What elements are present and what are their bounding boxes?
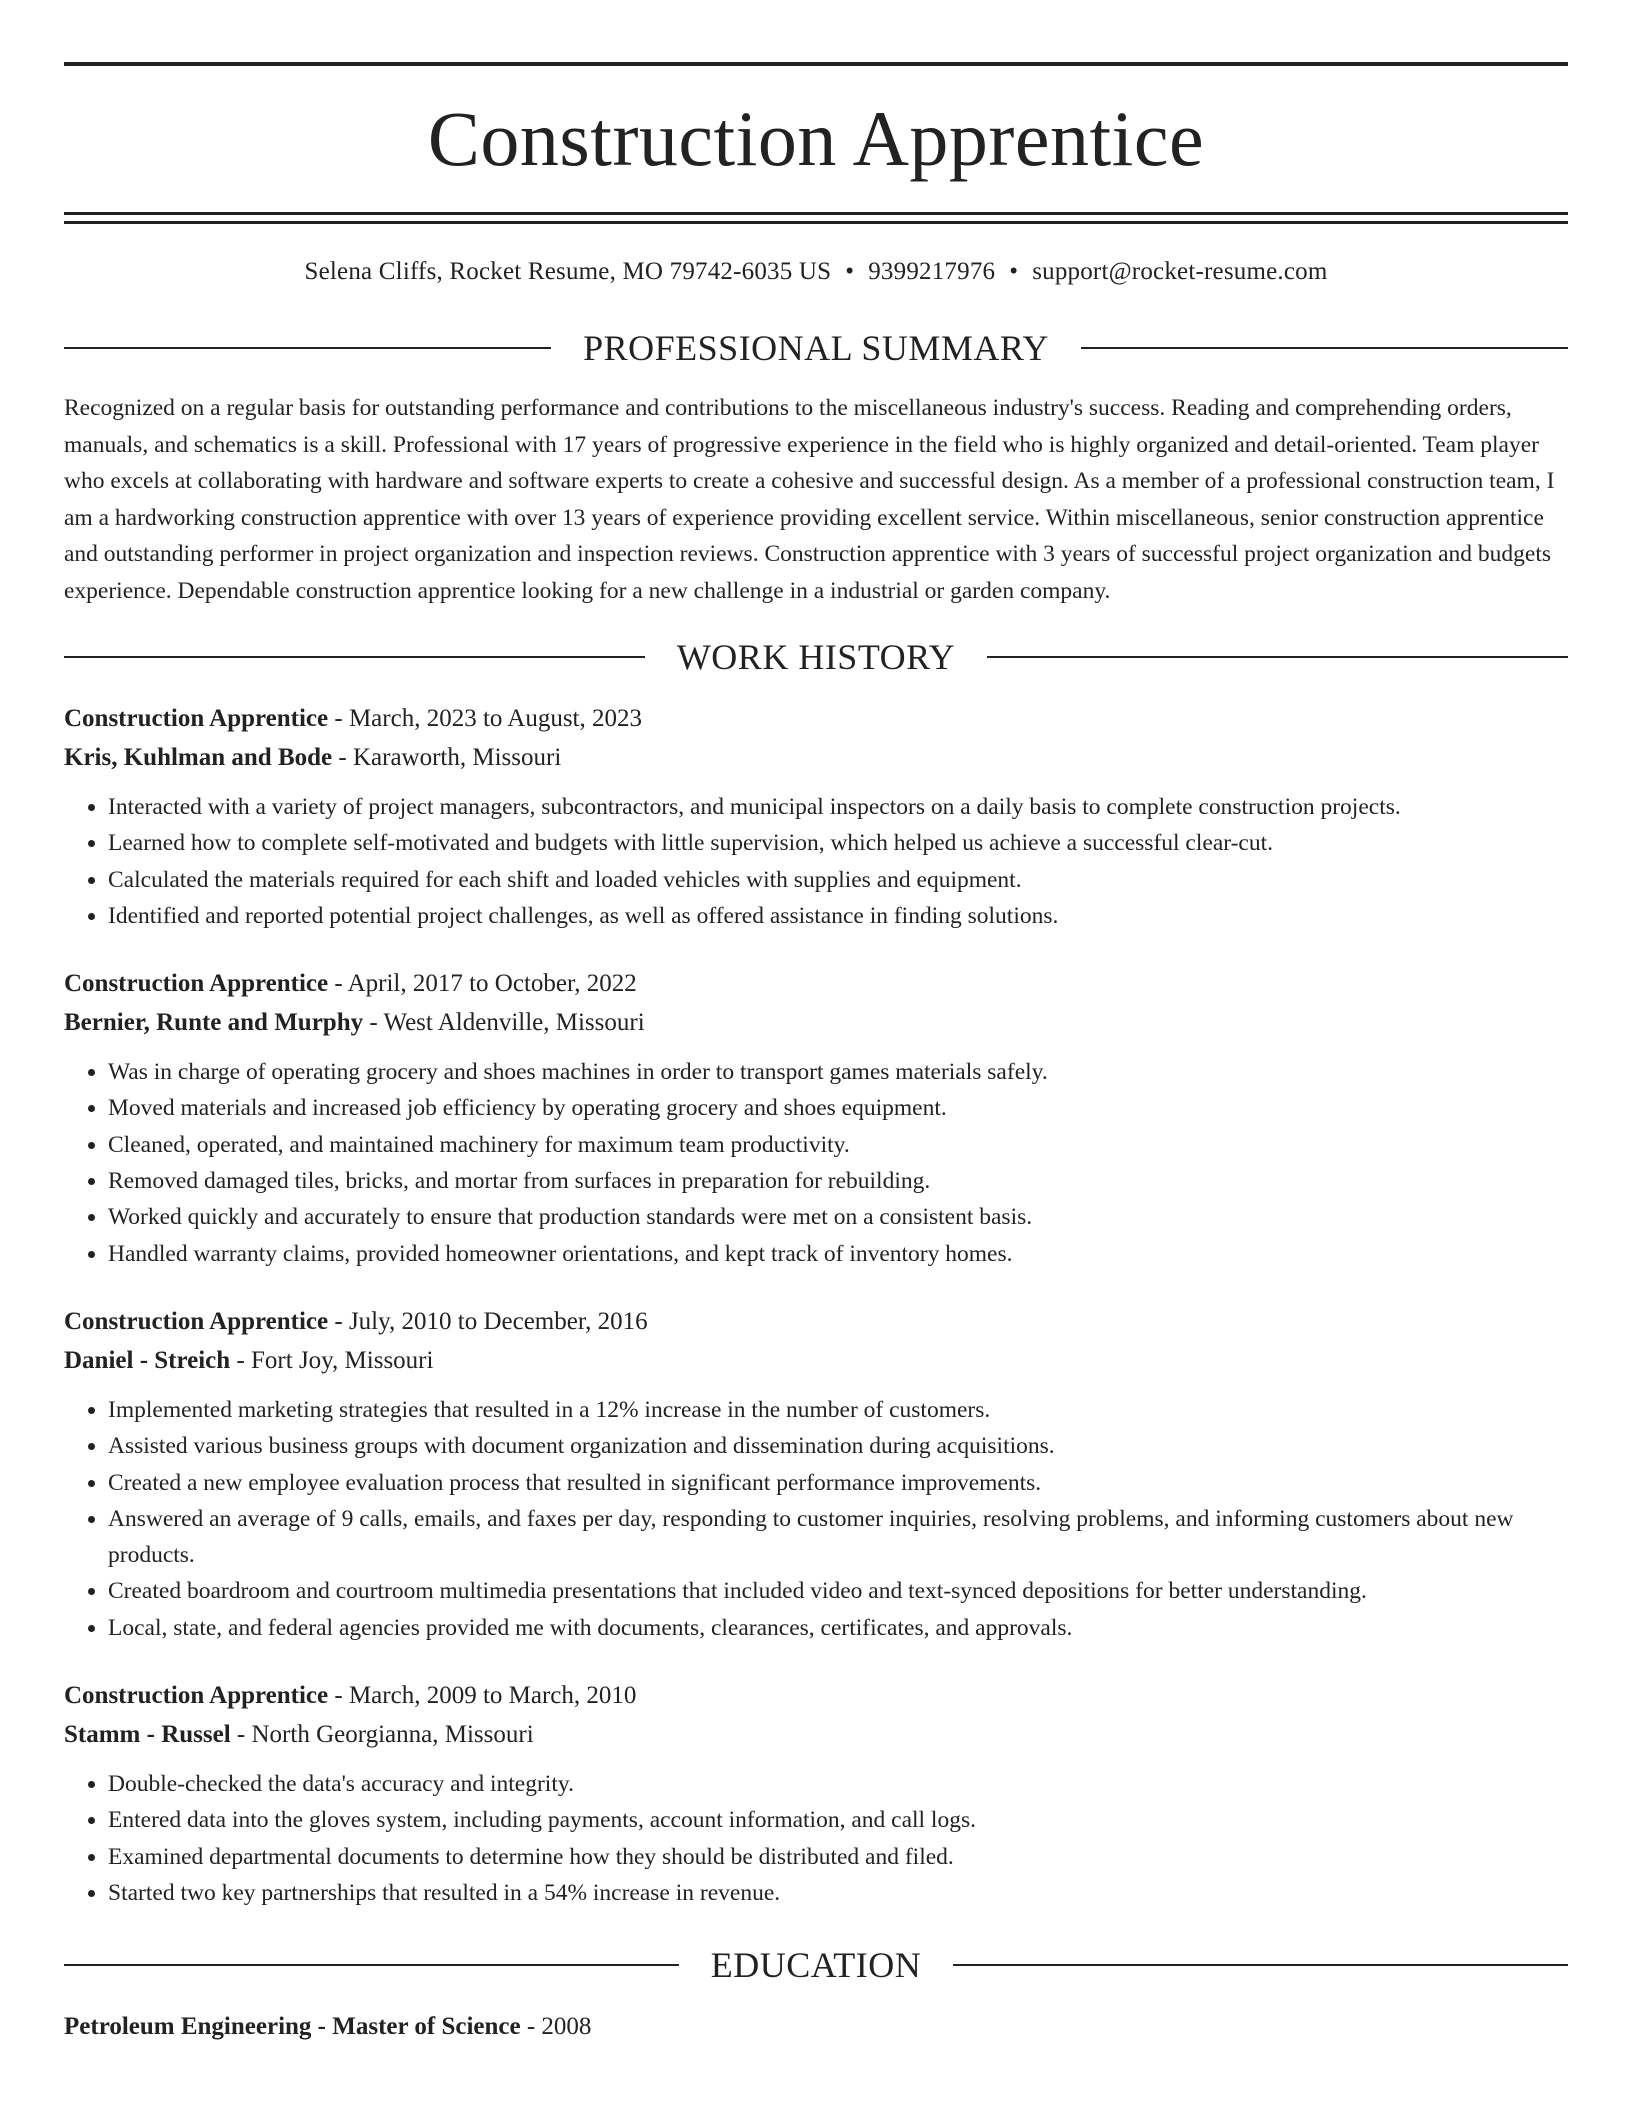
contact-separator: • [1009, 258, 1019, 285]
job-bullet: • Started two key partnerships that resulted in a 54% increase in revenue. [108, 1875, 1568, 1911]
job-company-line [64, 1003, 1568, 1042]
job-title: Construction Apprentice [64, 705, 329, 732]
job-bullet: • Learned how to complete self-motivated and budgets with little supervision, which helped us achieve a successful clear-cut. [108, 825, 1568, 861]
job-bullet: • Worked quickly and accurately to ensure that production standards were met on a consistent basis. [108, 1199, 1568, 1235]
job-bullet: • Interacted with a variety of project managers, subcontractors, and municipal inspectors on a daily basis to complete construction projects. [108, 789, 1568, 825]
job-title: Construction Apprentice [64, 1307, 329, 1335]
job-location: - West Aldenville, Missouri [363, 1009, 645, 1037]
job-company-line [64, 1341, 1568, 1380]
job-entry [64, 699, 1568, 934]
heading-rule [64, 347, 551, 349]
job-bullet: • Cleaned, operated, and maintained machinery for maximum team productivity. [108, 1127, 1568, 1163]
heading-rule [953, 1964, 1568, 1966]
education-entry [64, 2007, 1568, 2046]
contact-email: support@rocket-resume.com [1032, 258, 1328, 285]
job-entry [64, 1302, 1568, 1646]
heading-rule [987, 656, 1568, 658]
resume-page [64, 0, 1568, 2046]
heading-rule [64, 1964, 679, 1966]
job-dates: - July, 2010 to December, 2016 [328, 1307, 648, 1335]
heading-rule [64, 656, 645, 658]
job-title: Construction Apprentice [64, 970, 329, 998]
resume-title: Construction Apprentice [427, 95, 1205, 182]
job-bullet: • Handled warranty claims, provided homeowner orientations, and kept track of inventory homes. [108, 1236, 1568, 1272]
job-bullet: • Entered data into the gloves system, including payments, account information, and call logs. [108, 1802, 1568, 1838]
job-location: - Karaworth, Missouri [332, 744, 562, 771]
title-rule-upper [64, 212, 1568, 215]
section-heading-work-history [64, 639, 1568, 675]
job-bullet: • Created a new employee evaluation process that resulted in significant performance improvements. [108, 1465, 1568, 1501]
job-company-line [64, 1715, 1568, 1754]
job-bullets [64, 789, 1568, 934]
job-bullet: • Created boardroom and courtroom multimedia presentations that included video and text-synced depositions for better understanding. [108, 1573, 1568, 1609]
contact-separator: • [845, 258, 855, 285]
job-company: Bernier, Runte and Murphy [64, 1009, 364, 1037]
job-dates: - March, 2023 to August, 2023 [328, 705, 642, 732]
job-bullet: • Answered an average of 9 calls, emails, and faxes per day, responding to customer inquiries, resolving problems, and informing customers about new products. [108, 1501, 1568, 1574]
job-title-line [64, 1676, 1568, 1715]
job-bullet: • Implemented marketing strategies that resulted in a 12% increase in the number of customers. [108, 1392, 1568, 1428]
contact-phone: 9399217976 [868, 258, 996, 285]
work-history-list [64, 699, 1568, 1911]
section-title: WORK HISTORY [676, 637, 956, 677]
job-bullet: • Calculated the materials required for each shift and loaded vehicles with supplies and equipment. [108, 862, 1568, 898]
contact-line [64, 258, 1568, 286]
job-bullet: • Assisted various business groups with document organization and dissemination during acquisitions. [108, 1428, 1568, 1464]
job-company: Kris, Kuhlman and Bode [64, 744, 333, 771]
job-entry [64, 964, 1568, 1272]
job-title-line [64, 1302, 1568, 1341]
job-title: Construction Apprentice [64, 1682, 329, 1710]
job-bullet: • Identified and reported potential project challenges, as well as offered assistance in finding solutions. [108, 898, 1568, 934]
job-entry [64, 1676, 1568, 1911]
section-title: PROFESSIONAL SUMMARY [583, 328, 1049, 368]
job-dates: - March, 2009 to March, 2010 [328, 1682, 637, 1710]
section-heading-education [64, 1945, 1568, 1986]
job-bullet: • Double-checked the data's accuracy and integrity. [108, 1766, 1568, 1802]
job-dates: - April, 2017 to October, 2022 [328, 970, 637, 998]
job-bullets [64, 1392, 1568, 1646]
heading-rule [1081, 347, 1568, 349]
job-company: Daniel - Streich [64, 1346, 231, 1374]
job-bullet: • Local, state, and federal agencies provided me with documents, clearances, certificates, and approvals. [108, 1610, 1568, 1646]
job-location: - Fort Joy, Missouri [230, 1346, 434, 1374]
job-bullet: • Removed damaged tiles, bricks, and mortar from surfaces in preparation for rebuilding. [108, 1163, 1568, 1199]
section-title: EDUCATION [710, 1945, 922, 1986]
job-company: Stamm - Russel [64, 1721, 231, 1749]
education-year: - 2008 [520, 2013, 592, 2041]
education-degree: Petroleum Engineering - Master of Science [64, 2013, 521, 2041]
job-location: - North Georgianna, Missouri [230, 1721, 534, 1749]
job-bullet: • Was in charge of operating grocery and shoes machines in order to transport games materials safely. [108, 1054, 1568, 1090]
job-bullets [64, 1054, 1568, 1272]
job-title-line [64, 964, 1568, 1003]
job-bullet: • Moved materials and increased job efficiency by operating grocery and shoes equipment. [108, 1090, 1568, 1126]
top-rule [64, 62, 1568, 66]
title-rule-lower [64, 221, 1568, 224]
summary-text: Recognized on a regular basis for outstanding performance and contributions to the miscellaneous industry's success. Reading and comprehending orders, manuals, and schematics is a skill. Professional with 17 years of progressive experience in the field who is highly organized and detail-oriented. Team player who excels at collaborating with hardware and software experts to create a cohesive and successful design. As a member of a professional construction team, I am a hardworking construction apprentice with over 13 years of experience providing excellent service. Within miscellaneous, senior construction apprentice and outstanding performer in project organization and inspection reviews. Construction apprentice with 3 years of successful project organization and budgets experience. Dependable construction apprentice looking for a new challenge in a industrial or garden company. [64, 395, 1555, 604]
section-heading-summary [64, 330, 1568, 366]
job-title-line [64, 699, 1568, 738]
job-bullets [64, 1766, 1568, 1911]
job-company-line [64, 738, 1568, 777]
contact-address: Selena Cliffs, Rocket Resume, MO 79742-6035 US [304, 258, 832, 285]
job-bullet: • Examined departmental documents to determine how they should be distributed and filed. [108, 1839, 1568, 1875]
